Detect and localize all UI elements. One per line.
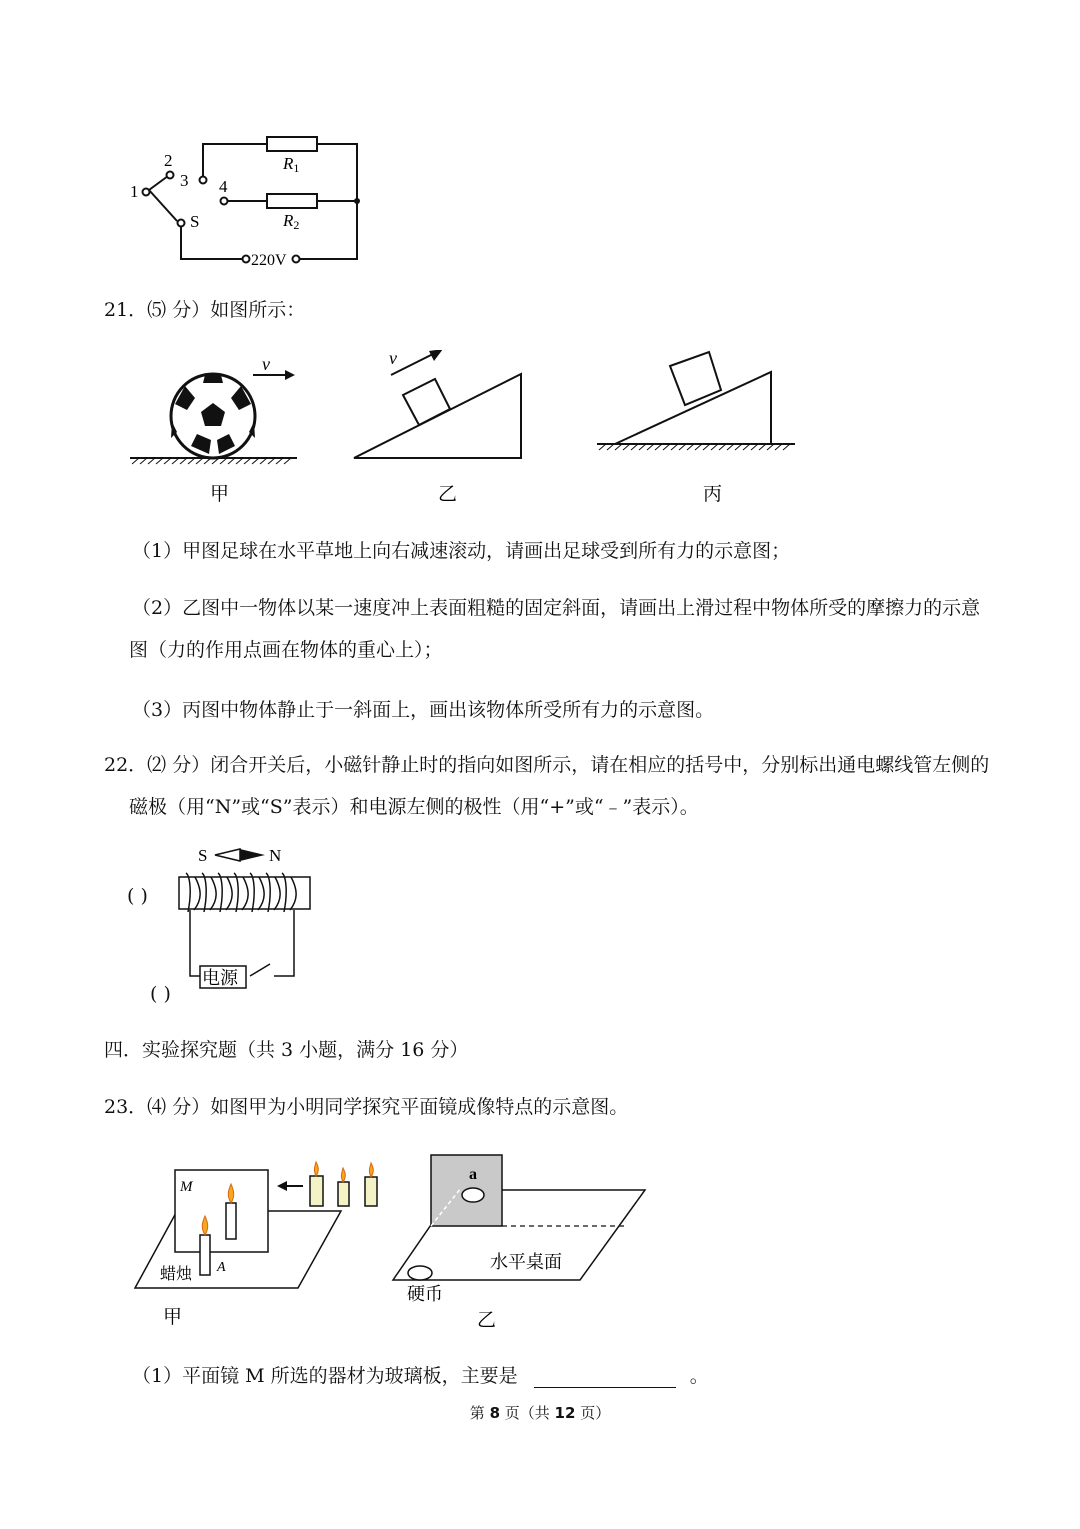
q22-line1: 22．⑵ 分）闭合开关后，小磁针静止时的指向如图所示，请在相应的括号中，分别标出通电螺线管左侧的 bbox=[104, 754, 990, 776]
q21-part1: （1）甲图足球在水平草地上向右减速滚动，请画出足球受到所有力的示意图； bbox=[132, 540, 791, 562]
fig-yi-label: 乙 bbox=[477, 1310, 497, 1331]
candle-label: 蜡烛 bbox=[160, 1266, 193, 1283]
voltage-label: 220V bbox=[251, 252, 287, 269]
q21-figures bbox=[125, 350, 805, 510]
solenoid-left-bracket: ( ) bbox=[127, 885, 148, 907]
coin-label: 硬币 bbox=[407, 1284, 443, 1304]
q23-heading: 23．⑷ 分）如图甲为小明同学探究平面镜成像特点的示意图。 bbox=[104, 1096, 629, 1118]
q23-part1-suffix: 。 bbox=[689, 1365, 709, 1387]
terminal-2-label: 2 bbox=[164, 151, 173, 170]
q21-part2-line2: 图（力的作用点画在物体的重心上）； bbox=[129, 639, 443, 661]
page-footer: 第 8 页（共 12 页） bbox=[469, 1404, 611, 1422]
q22-line2: 磁极（用“N”或“S”表示）和电源左侧的极性（用“+”或“﹣”表示）。 bbox=[129, 796, 699, 818]
point-a-label: A bbox=[217, 1260, 226, 1275]
switch-circuit-diagram bbox=[120, 130, 380, 275]
fig-jia-label: 甲 bbox=[163, 1307, 183, 1328]
q21-heading: 21．⑸ 分）如图所示： bbox=[104, 299, 306, 321]
needle-n-label: N bbox=[269, 846, 282, 865]
figure-jia-mirror-setup bbox=[135, 1162, 377, 1328]
terminal-4-label: 4 bbox=[219, 177, 228, 196]
terminal-3-label: 3 bbox=[180, 171, 189, 190]
desk-label: 水平桌面 bbox=[490, 1252, 562, 1272]
power-source-label: 电源 bbox=[202, 968, 238, 988]
figure-bing-incline bbox=[597, 352, 795, 450]
resistor-r2-label: R2 bbox=[283, 211, 300, 232]
q23-part1 bbox=[132, 1364, 709, 1388]
point-a-small-label: a bbox=[469, 1166, 477, 1183]
q23-part1-prefix: （1）平面镜 M 所选的器材为玻璃板，主要是 bbox=[132, 1365, 518, 1387]
mirror-m-label: M bbox=[180, 1179, 193, 1195]
q23-answer-blank[interactable] bbox=[534, 1367, 676, 1388]
fig-bing-caption: 丙 bbox=[703, 484, 723, 505]
mirror-experiment-figures bbox=[125, 1145, 665, 1340]
solenoid-diagram bbox=[120, 840, 340, 1005]
fig-jia-caption: 甲 bbox=[210, 484, 230, 505]
total-page-number: 12 bbox=[554, 1404, 576, 1422]
resistor-r1-label: R1 bbox=[283, 154, 300, 175]
power-left-bracket: ( ) bbox=[150, 983, 171, 1005]
yi-velocity-label: v bbox=[389, 350, 397, 368]
figure-yi-incline bbox=[354, 350, 521, 458]
jia-velocity-label: v bbox=[262, 354, 270, 374]
current-page-number: 8 bbox=[489, 1404, 500, 1422]
switch-label: S bbox=[190, 212, 200, 231]
fig-yi-caption: 乙 bbox=[438, 484, 458, 505]
figure-yi-coin-setup bbox=[393, 1155, 645, 1331]
section4-heading: 四．实验探究题（共 3 小题，满分 16 分） bbox=[104, 1039, 469, 1061]
needle-s-label: S bbox=[198, 846, 208, 865]
figure-jia-football bbox=[130, 354, 297, 464]
terminal-1-label: 1 bbox=[130, 182, 139, 201]
q21-part3: （3）丙图中物体静止于一斜面上，画出该物体所受所有力的示意图。 bbox=[132, 699, 715, 721]
q21-part2-line1: （2）乙图中一物体以某一速度冲上表面粗糙的固定斜面，请画出上滑过程中物体所受的摩擦力的示意 bbox=[132, 597, 981, 619]
